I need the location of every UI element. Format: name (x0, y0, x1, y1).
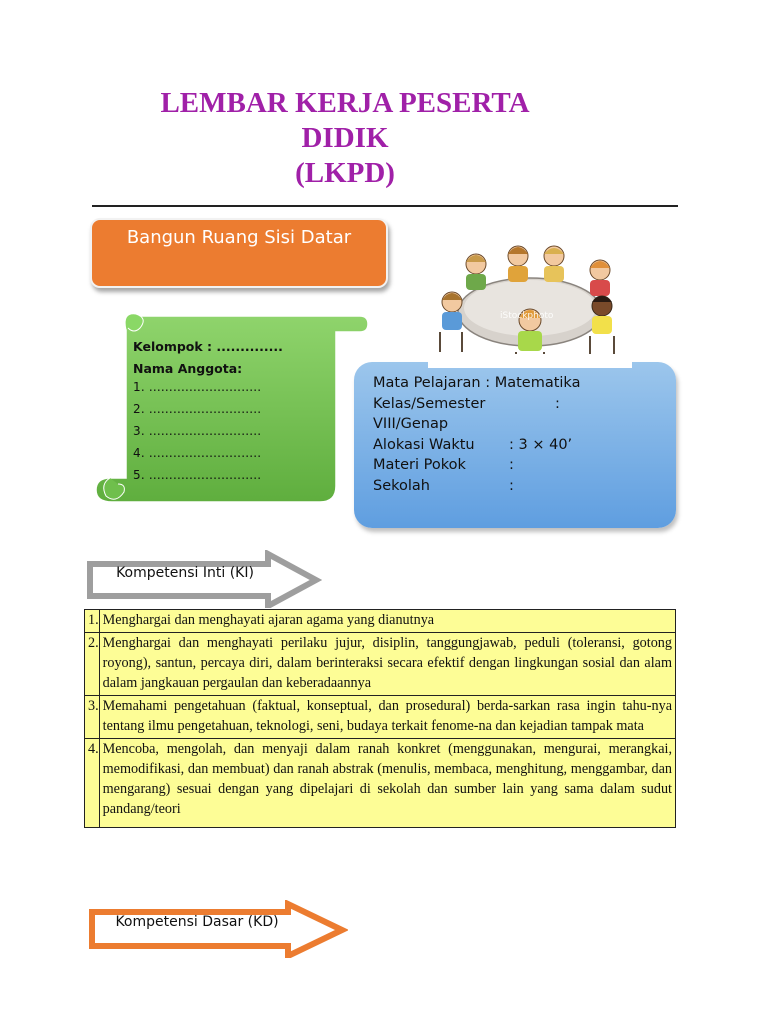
info-row-mata-pelajaran (373, 373, 663, 394)
info-value: Matematika (494, 375, 581, 391)
child-figure (466, 254, 486, 290)
info-value: VIII/Genap (373, 416, 449, 432)
info-separator: : (555, 395, 560, 412)
child-figure (440, 292, 462, 352)
child-figure (590, 296, 614, 356)
info-label: Materi Pokok (373, 457, 466, 473)
table-row (85, 696, 676, 739)
info-row-sekolah (373, 476, 663, 497)
info-row-materi-pokok (373, 455, 663, 476)
title-line-2: DIDIK (301, 122, 389, 154)
table-row (85, 739, 676, 828)
member-line: 4. ............................ (133, 446, 262, 460)
illustration-watermark: iStockphoto (500, 311, 554, 321)
ki-label-box (100, 564, 280, 594)
member-line: 1. ............................ (133, 380, 262, 394)
member-line: 3. ............................ (133, 424, 262, 438)
title-line-3: (LKPD) (295, 157, 395, 189)
ki-text: Memahami pengetahuan (faktual, konseptual, dan prosedural) berda-sarkan rasa ingin tahu-nya tentang ilmu pengetahuan, teknologi, seni, budaya terkait fenome-na dan kejadian tampak mata (99, 696, 675, 739)
ki-text: Menghargai dan menghayati ajaran agama yang dianutnya (99, 610, 675, 633)
nama-anggota-label: Nama Anggota: (133, 361, 243, 376)
info-label: Mata Pelajaran (373, 375, 481, 391)
info-label: Kelas/Semester (373, 395, 486, 412)
table-row (85, 610, 676, 633)
info-separator: : (509, 457, 514, 473)
info-separator: : (485, 375, 491, 391)
kelompok-label: Kelompok : .............. (133, 339, 283, 354)
title-line-1: LEMBAR KERJA PESERTA (160, 87, 530, 119)
subject-info-rows (373, 373, 663, 496)
info-label: Alokasi Waktu (373, 436, 475, 453)
ki-number: 1. (85, 610, 100, 633)
info-row-alokasi-waktu (373, 435, 663, 456)
child-figure (590, 260, 610, 296)
member-line: 2. ............................ (133, 402, 262, 416)
title-divider (92, 205, 678, 207)
ki-number: 4. (85, 739, 100, 828)
info-row-kelas-value (373, 414, 663, 435)
topic-box (90, 218, 388, 288)
ki-number: 3. (85, 696, 100, 739)
table-row (85, 633, 676, 696)
group-card (133, 336, 323, 486)
child-figure (508, 246, 528, 282)
ki-text: Menghargai dan menghayati perilaku jujur, disiplin, tanggungjawab, peduli (toleransi, gotong royong), santun, percaya diri, dalam berinteraksi secara efektif dengan lingkungan sosial dan alam dalam jangkauan pergaulan dan keberadaannya (99, 633, 675, 696)
ki-arrow-label: Kompetensi Inti (KI) (116, 565, 254, 581)
topic-label: Bangun Ruang Sisi Datar (126, 227, 352, 248)
info-separator-value (509, 435, 572, 456)
kd-label-box (104, 913, 300, 943)
info-separator: : (509, 436, 514, 453)
page-title (90, 86, 600, 191)
child-figure (544, 246, 564, 282)
info-row-kelas-semester (373, 394, 663, 415)
ki-table (84, 609, 676, 828)
info-separator: : (509, 477, 514, 494)
ki-text: Mencoba, mengolah, dan menyaji dalam ranah konkret (menggunakan, mengurai, merangkai, memodifikasi, dan membuat) dan ranah abstrak (menulis, membaca, menghitung, menggambar, dan mengarang) sesuai dengan yang dipelajari di sekolah dan sumber lain yang sama dalam sudut pandang/teori (99, 739, 675, 828)
ki-number: 2. (85, 633, 100, 696)
member-line: 5. ............................ (133, 468, 262, 482)
students-table-illustration (430, 240, 626, 370)
info-value: 3 × 40’ (518, 436, 573, 453)
info-label: Sekolah (373, 477, 430, 494)
kd-arrow-label: Kompetensi Dasar (KD) (115, 914, 279, 930)
info-card-notch (428, 354, 632, 368)
